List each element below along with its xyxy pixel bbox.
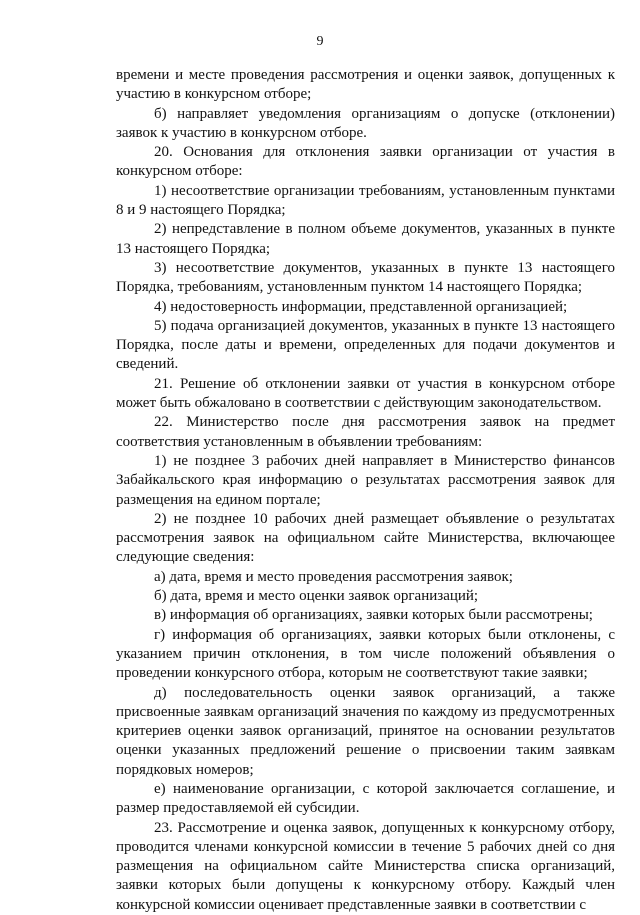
paragraph-22-item-v: в) информация об организациях, заявки которых были рассмотрены;	[154, 607, 593, 624]
paragraph-23: 23. Рассмотрение и оценка заявок, допущенных к конкурсному отбору, проводится членами конкурсной комиссии в течение 5 рабочих дней со дня размещения на официальном сайте Министерства списка организаций, заявки которых были допущены к конкурсному отбору. Каждый член конкурсной комиссии оценивает представленные заявки в соответствии с	[116, 819, 615, 913]
page-number: 9	[316, 34, 324, 49]
paragraph-20-item-5: 5) подача организацией документов, указанных в пункте 13 настоящего Порядка, после даты и времени, определенных для подачи документов и сведений.	[116, 317, 615, 373]
paragraph-22-item-e: е) наименование организации, с которой заключается соглашение, и размер предоставляемой ей субсидии.	[116, 780, 615, 817]
paragraph-item-b: б) направляет уведомления организациям о допуске (отклонении) заявок к участию в конкурсном отборе.	[116, 105, 615, 141]
paragraph-22-item-a: а) дата, время и место проведения рассмотрения заявок;	[154, 568, 513, 585]
paragraph-continuation: времени и месте проведения рассмотрения и оценки заявок, допущенных к участию в конкурсном отборе;	[116, 67, 615, 103]
paragraph-22-item-2: 2) не позднее 10 рабочих дней размещает объявление о результатах рассмотрения заявок на официальном сайте Министерства, включающее следующие сведения:	[116, 510, 615, 566]
paragraph-20-item-2: 2) непредставление в полном объеме документов, указанных в пункте 13 настоящего Порядка;	[116, 221, 615, 257]
document-body	[116, 66, 615, 915]
paragraph-20-item-1: 1) несоответствие организации требованиям, установленным пунктами 8 и 9 настоящего Порядка;	[116, 182, 615, 219]
paragraph-22: 22. Министерство после дня рассмотрения заявок на предмет соответствия установленным в объявлении требованиям:	[116, 414, 615, 450]
paragraph-20: 20. Основания для отклонения заявки организации от участия в конкурсном отборе:	[116, 144, 615, 180]
paragraph-21: 21. Решение об отклонении заявки от участия в конкурсном отборе может быть обжаловано в соответствии с действующим законодательством.	[116, 375, 615, 412]
paragraph-20-item-3: 3) несоответствие документов, указанных в пункте 13 настоящего Порядка, требованиям, установленным пунктом 14 настоящего Порядка;	[116, 259, 615, 296]
paragraph-22-item-d: д) последовательность оценки заявок организаций, а также присвоенные заявкам организаций значения по каждому из предусмотренных критериев оценки заявок организаций, принятое на основании результатов оценки указанных предложений решение о присвоении таким заявкам порядковых номеров;	[116, 684, 615, 778]
paragraph-22-item-b: б) дата, время и место оценки заявок организаций;	[154, 588, 479, 605]
paragraph-22-item-1: 1) не позднее 3 рабочих дней направляет в Министерство финансов Забайкальского края информацию о результатах рассмотрения заявок для размещения на едином портале;	[116, 452, 615, 508]
paragraph-20-item-4: 4) недостоверность информации, представленной организацией;	[154, 298, 568, 315]
paragraph-22-item-g: г) информация об организациях, заявки которых были отклонены, с указанием причин отклонения, в том числе положений объявления о проведении конкурсного отбора, которым не соответствуют такие заявки;	[116, 626, 615, 682]
